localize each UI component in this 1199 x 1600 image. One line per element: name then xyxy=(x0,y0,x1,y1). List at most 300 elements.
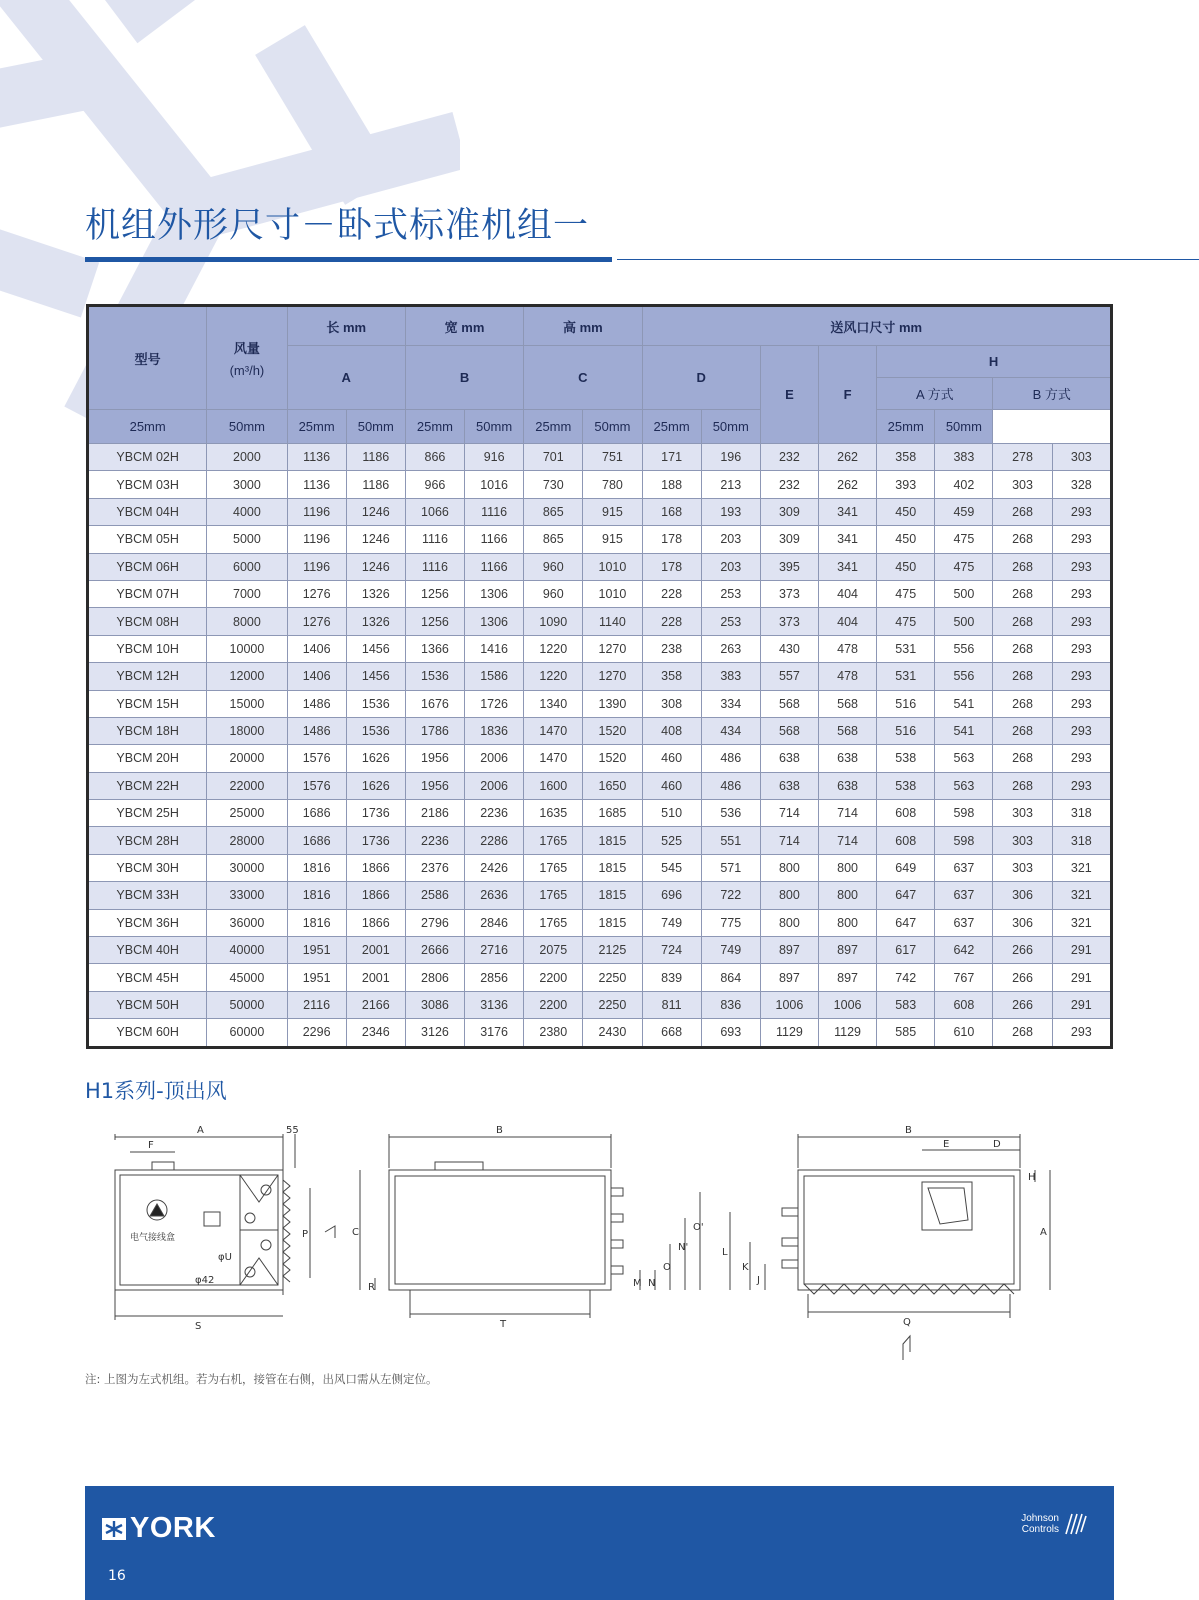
dim-label-h: H xyxy=(1028,1172,1036,1183)
value-cell: 268 xyxy=(993,498,1052,525)
header-flow-unit: (m³/h) xyxy=(229,363,265,378)
value-cell: 334 xyxy=(701,690,760,717)
value-cell: 1340 xyxy=(524,690,583,717)
value-cell: 2250 xyxy=(583,991,642,1018)
header-col-d: D xyxy=(642,346,760,410)
value-cell: 373 xyxy=(760,580,818,607)
value-cell: 1010 xyxy=(583,580,642,607)
value-cell: 649 xyxy=(877,854,935,881)
value-cell: 1626 xyxy=(346,745,405,772)
value-cell: 541 xyxy=(935,690,993,717)
value-cell: 268 xyxy=(993,580,1052,607)
dim-label-c: C xyxy=(352,1227,359,1238)
table-row xyxy=(88,663,1112,690)
value-cell: 291 xyxy=(1052,964,1111,991)
value-cell: 2380 xyxy=(524,1019,583,1047)
value-cell: 749 xyxy=(701,937,760,964)
value-cell: 1685 xyxy=(583,800,642,827)
value-cell: 571 xyxy=(701,854,760,881)
value-cell: 2236 xyxy=(405,827,464,854)
table-row xyxy=(88,745,1112,772)
value-cell: 1256 xyxy=(405,608,464,635)
model-cell: YBCM 10H xyxy=(88,635,207,662)
model-cell: YBCM 08H xyxy=(88,608,207,635)
value-cell: 328 xyxy=(1052,471,1111,498)
value-cell: 1186 xyxy=(346,471,405,498)
value-cell: 647 xyxy=(877,909,935,936)
value-cell: 2806 xyxy=(405,964,464,991)
value-cell: 800 xyxy=(819,909,877,936)
dim-label-r: R xyxy=(368,1282,375,1293)
value-cell: 767 xyxy=(935,964,993,991)
value-cell: 15000 xyxy=(207,690,287,717)
value-cell: 1116 xyxy=(405,553,464,580)
value-cell: 1406 xyxy=(287,635,346,662)
table-row xyxy=(88,772,1112,799)
value-cell: 751 xyxy=(583,444,642,471)
figure-note: 注: 上图为左式机组。若为右机，接管在右侧，出风口需从左侧定位。 xyxy=(85,1372,438,1386)
value-cell: 2716 xyxy=(465,937,524,964)
value-cell: 293 xyxy=(1052,745,1111,772)
value-cell: 617 xyxy=(877,937,935,964)
value-cell: 3176 xyxy=(465,1019,524,1047)
value-cell: 2586 xyxy=(405,882,464,909)
value-cell: 268 xyxy=(993,772,1052,799)
value-cell: 318 xyxy=(1052,827,1111,854)
value-cell: 800 xyxy=(760,882,818,909)
end-view-drawing xyxy=(722,1125,1050,1360)
value-cell: 1956 xyxy=(405,772,464,799)
value-cell: 306 xyxy=(993,882,1052,909)
value-cell: 22000 xyxy=(207,772,287,799)
value-cell: 2376 xyxy=(405,854,464,881)
page-title: 机组外形尺寸－卧式标准机组一 xyxy=(85,206,590,246)
header-col-f: F xyxy=(819,346,877,444)
header-model: 型号 xyxy=(88,306,207,410)
value-cell: 1246 xyxy=(346,498,405,525)
value-cell: 2236 xyxy=(465,800,524,827)
value-cell: 10000 xyxy=(207,635,287,662)
dim-label-d: D xyxy=(993,1139,1001,1150)
value-cell: 228 xyxy=(642,580,701,607)
value-cell: 475 xyxy=(935,526,993,553)
value-cell: 536 xyxy=(701,800,760,827)
model-cell: YBCM 22H xyxy=(88,772,207,799)
value-cell: 321 xyxy=(1052,882,1111,909)
value-cell: 800 xyxy=(760,909,818,936)
dim-label-d42: φ42 xyxy=(195,1275,215,1286)
value-cell: 1166 xyxy=(465,553,524,580)
value-cell: 1470 xyxy=(524,717,583,744)
value-cell: 450 xyxy=(877,498,935,525)
value-cell: 1815 xyxy=(583,909,642,936)
value-cell: 638 xyxy=(760,772,818,799)
table-row xyxy=(88,471,1112,498)
value-cell: 722 xyxy=(701,882,760,909)
value-cell: 1676 xyxy=(405,690,464,717)
value-cell: 1736 xyxy=(346,827,405,854)
header-sub: 25mm xyxy=(877,410,935,444)
value-cell: 2006 xyxy=(465,772,524,799)
value-cell: 531 xyxy=(877,635,935,662)
value-cell: 293 xyxy=(1052,553,1111,580)
value-cell: 866 xyxy=(405,444,464,471)
value-cell: 268 xyxy=(993,608,1052,635)
value-cell: 293 xyxy=(1052,608,1111,635)
header-col-e: E xyxy=(760,346,818,444)
value-cell: 3000 xyxy=(207,471,287,498)
value-cell: 1600 xyxy=(524,772,583,799)
value-cell: 638 xyxy=(819,772,877,799)
header-col-h: H xyxy=(877,346,1112,378)
value-cell: 556 xyxy=(935,663,993,690)
value-cell: 1196 xyxy=(287,498,346,525)
value-cell: 263 xyxy=(701,635,760,662)
header-width: 宽 mm xyxy=(405,306,523,346)
value-cell: 1016 xyxy=(465,471,524,498)
value-cell: 178 xyxy=(642,553,701,580)
value-cell: 714 xyxy=(760,827,818,854)
value-cell: 647 xyxy=(877,882,935,909)
value-cell: 1536 xyxy=(405,663,464,690)
dim-label-s: S xyxy=(195,1321,202,1332)
model-cell: YBCM 02H xyxy=(88,444,207,471)
value-cell: 1270 xyxy=(583,663,642,690)
value-cell: 638 xyxy=(819,745,877,772)
value-cell: 1816 xyxy=(287,909,346,936)
value-cell: 383 xyxy=(701,663,760,690)
value-cell: 1586 xyxy=(465,663,524,690)
value-cell: 3126 xyxy=(405,1019,464,1047)
value-cell: 450 xyxy=(877,553,935,580)
value-cell: 637 xyxy=(935,909,993,936)
model-cell: YBCM 05H xyxy=(88,526,207,553)
value-cell: 3136 xyxy=(465,991,524,1018)
value-cell: 551 xyxy=(701,827,760,854)
header-sub: 25mm xyxy=(88,410,207,444)
table-row xyxy=(88,937,1112,964)
value-cell: 1220 xyxy=(524,663,583,690)
value-cell: 1276 xyxy=(287,580,346,607)
value-cell: 2796 xyxy=(405,909,464,936)
value-cell: 2075 xyxy=(524,937,583,964)
value-cell: 303 xyxy=(993,854,1052,881)
dim-label-p: P xyxy=(302,1229,309,1240)
model-cell: YBCM 50H xyxy=(88,991,207,1018)
value-cell: 478 xyxy=(819,663,877,690)
value-cell: 1006 xyxy=(760,991,818,1018)
value-cell: 193 xyxy=(701,498,760,525)
header-outlet: 送风口尺寸 mm xyxy=(642,306,1111,346)
value-cell: 45000 xyxy=(207,964,287,991)
value-cell: 33000 xyxy=(207,882,287,909)
value-cell: 309 xyxy=(760,498,818,525)
value-cell: 321 xyxy=(1052,854,1111,881)
value-cell: 1951 xyxy=(287,964,346,991)
value-cell: 1140 xyxy=(583,608,642,635)
value-cell: 266 xyxy=(993,937,1052,964)
value-cell: 293 xyxy=(1052,526,1111,553)
value-cell: 1815 xyxy=(583,882,642,909)
model-cell: YBCM 60H xyxy=(88,1019,207,1047)
value-cell: 966 xyxy=(405,471,464,498)
value-cell: 701 xyxy=(524,444,583,471)
value-cell: 1090 xyxy=(524,608,583,635)
value-cell: 1116 xyxy=(405,526,464,553)
value-cell: 568 xyxy=(819,717,877,744)
value-cell: 538 xyxy=(877,745,935,772)
dimension-table xyxy=(86,304,1113,1049)
value-cell: 373 xyxy=(760,608,818,635)
value-cell: 203 xyxy=(701,526,760,553)
value-cell: 1136 xyxy=(287,444,346,471)
value-cell: 568 xyxy=(760,690,818,717)
value-cell: 303 xyxy=(993,800,1052,827)
title-underline xyxy=(85,257,612,262)
header-col-a: A xyxy=(287,346,405,410)
value-cell: 2000 xyxy=(207,444,287,471)
value-cell: 1456 xyxy=(346,663,405,690)
value-cell: 1306 xyxy=(465,580,524,607)
value-cell: 171 xyxy=(642,444,701,471)
value-cell: 2296 xyxy=(287,1019,346,1047)
table-row xyxy=(88,526,1112,553)
header-sub: 50mm xyxy=(465,410,524,444)
value-cell: 293 xyxy=(1052,717,1111,744)
dim-label-u: φU xyxy=(218,1252,232,1263)
page-number: 16 xyxy=(108,1568,126,1584)
value-cell: 1129 xyxy=(819,1019,877,1047)
value-cell: 268 xyxy=(993,690,1052,717)
value-cell: 865 xyxy=(524,498,583,525)
value-cell: 693 xyxy=(701,1019,760,1047)
value-cell: 608 xyxy=(877,827,935,854)
front-view-drawing xyxy=(352,1125,704,1330)
value-cell: 434 xyxy=(701,717,760,744)
value-cell: 1186 xyxy=(346,444,405,471)
value-cell: 545 xyxy=(642,854,701,881)
johnson-controls-icon xyxy=(1062,1512,1088,1536)
value-cell: 960 xyxy=(524,553,583,580)
value-cell: 1166 xyxy=(465,526,524,553)
value-cell: 1470 xyxy=(524,745,583,772)
value-cell: 268 xyxy=(993,1019,1052,1047)
dim-label-f: F xyxy=(148,1140,154,1151)
value-cell: 228 xyxy=(642,608,701,635)
value-cell: 897 xyxy=(760,937,818,964)
value-cell: 1686 xyxy=(287,827,346,854)
value-cell: 293 xyxy=(1052,772,1111,799)
value-cell: 1406 xyxy=(287,663,346,690)
value-cell: 583 xyxy=(877,991,935,1018)
value-cell: 1686 xyxy=(287,800,346,827)
value-cell: 865 xyxy=(524,526,583,553)
value-cell: 450 xyxy=(877,526,935,553)
value-cell: 262 xyxy=(819,444,877,471)
value-cell: 1486 xyxy=(287,717,346,744)
value-cell: 724 xyxy=(642,937,701,964)
value-cell: 563 xyxy=(935,772,993,799)
york-wordmark: YORK xyxy=(130,1512,216,1544)
value-cell: 897 xyxy=(819,937,877,964)
partner-line-1: Johnson xyxy=(1021,1513,1059,1524)
value-cell: 293 xyxy=(1052,635,1111,662)
value-cell: 178 xyxy=(642,526,701,553)
value-cell: 2006 xyxy=(465,745,524,772)
value-cell: 1536 xyxy=(346,717,405,744)
model-cell: YBCM 45H xyxy=(88,964,207,991)
dim-label-k: K xyxy=(742,1262,749,1273)
york-snowflake-icon xyxy=(102,1518,126,1540)
value-cell: 541 xyxy=(935,717,993,744)
table-row xyxy=(88,690,1112,717)
value-cell: 610 xyxy=(935,1019,993,1047)
value-cell: 341 xyxy=(819,553,877,580)
value-cell: 1066 xyxy=(405,498,464,525)
value-cell: 916 xyxy=(465,444,524,471)
table-row xyxy=(88,580,1112,607)
value-cell: 232 xyxy=(760,444,818,471)
value-cell: 1576 xyxy=(287,745,346,772)
value-cell: 608 xyxy=(877,800,935,827)
model-cell: YBCM 36H xyxy=(88,909,207,936)
value-cell: 2125 xyxy=(583,937,642,964)
value-cell: 1626 xyxy=(346,772,405,799)
model-cell: YBCM 03H xyxy=(88,471,207,498)
table-row xyxy=(88,553,1112,580)
value-cell: 2001 xyxy=(346,937,405,964)
model-cell: YBCM 30H xyxy=(88,854,207,881)
value-cell: 557 xyxy=(760,663,818,690)
value-cell: 1956 xyxy=(405,745,464,772)
value-cell: 404 xyxy=(819,580,877,607)
value-cell: 2001 xyxy=(346,964,405,991)
model-cell: YBCM 33H xyxy=(88,882,207,909)
value-cell: 1951 xyxy=(287,937,346,964)
value-cell: 404 xyxy=(819,608,877,635)
value-cell: 460 xyxy=(642,745,701,772)
section-title: H1系列-顶出风 xyxy=(85,1079,227,1103)
value-cell: 18000 xyxy=(207,717,287,744)
electric-box-label: 电气接线盒 xyxy=(130,1233,176,1243)
value-cell: 2636 xyxy=(465,882,524,909)
dim-label-a: A xyxy=(197,1125,204,1136)
value-cell: 2856 xyxy=(465,964,524,991)
value-cell: 1306 xyxy=(465,608,524,635)
table-row xyxy=(88,909,1112,936)
value-cell: 811 xyxy=(642,991,701,1018)
table-row xyxy=(88,800,1112,827)
value-cell: 1366 xyxy=(405,635,464,662)
value-cell: 60000 xyxy=(207,1019,287,1047)
value-cell: 40000 xyxy=(207,937,287,964)
value-cell: 50000 xyxy=(207,991,287,1018)
table-row xyxy=(88,635,1112,662)
value-cell: 408 xyxy=(642,717,701,744)
value-cell: 383 xyxy=(935,444,993,471)
value-cell: 568 xyxy=(760,717,818,744)
value-cell: 1836 xyxy=(465,717,524,744)
value-cell: 291 xyxy=(1052,937,1111,964)
unit-dimension-drawings xyxy=(100,1120,1100,1370)
value-cell: 12000 xyxy=(207,663,287,690)
value-cell: 238 xyxy=(642,635,701,662)
value-cell: 839 xyxy=(642,964,701,991)
model-cell: YBCM 04H xyxy=(88,498,207,525)
value-cell: 318 xyxy=(1052,800,1111,827)
value-cell: 1246 xyxy=(346,526,405,553)
header-height: 高 mm xyxy=(524,306,642,346)
dim-label-a-end: A xyxy=(1040,1227,1047,1238)
value-cell: 1196 xyxy=(287,553,346,580)
value-cell: 303 xyxy=(993,471,1052,498)
model-cell: YBCM 25H xyxy=(88,800,207,827)
value-cell: 293 xyxy=(1052,663,1111,690)
value-cell: 1765 xyxy=(524,882,583,909)
value-cell: 268 xyxy=(993,717,1052,744)
value-cell: 1765 xyxy=(524,854,583,881)
value-cell: 1136 xyxy=(287,471,346,498)
value-cell: 1220 xyxy=(524,635,583,662)
model-cell: YBCM 06H xyxy=(88,553,207,580)
value-cell: 486 xyxy=(701,772,760,799)
value-cell: 668 xyxy=(642,1019,701,1047)
value-cell: 2286 xyxy=(465,827,524,854)
value-cell: 1866 xyxy=(346,909,405,936)
header-sub: 50mm xyxy=(346,410,405,444)
value-cell: 714 xyxy=(760,800,818,827)
value-cell: 1635 xyxy=(524,800,583,827)
value-cell: 475 xyxy=(877,580,935,607)
table-row xyxy=(88,991,1112,1018)
value-cell: 1276 xyxy=(287,608,346,635)
value-cell: 393 xyxy=(877,471,935,498)
table-row xyxy=(88,498,1112,525)
value-cell: 1786 xyxy=(405,717,464,744)
header-sub: 50mm xyxy=(701,410,760,444)
value-cell: 1536 xyxy=(346,690,405,717)
header-sub: 50mm xyxy=(935,410,993,444)
value-cell: 213 xyxy=(701,471,760,498)
value-cell: 638 xyxy=(760,745,818,772)
value-cell: 291 xyxy=(1052,991,1111,1018)
table-row xyxy=(88,608,1112,635)
value-cell: 168 xyxy=(642,498,701,525)
value-cell: 598 xyxy=(935,800,993,827)
value-cell: 915 xyxy=(583,526,642,553)
value-cell: 749 xyxy=(642,909,701,936)
dim-label-b: B xyxy=(496,1125,503,1136)
value-cell: 268 xyxy=(993,553,1052,580)
value-cell: 321 xyxy=(1052,909,1111,936)
value-cell: 2346 xyxy=(346,1019,405,1047)
header-flow xyxy=(207,306,287,410)
value-cell: 262 xyxy=(819,471,877,498)
value-cell: 395 xyxy=(760,553,818,580)
value-cell: 303 xyxy=(1052,444,1111,471)
table-row xyxy=(88,882,1112,909)
value-cell: 1815 xyxy=(583,854,642,881)
value-cell: 1765 xyxy=(524,827,583,854)
value-cell: 1736 xyxy=(346,800,405,827)
value-cell: 897 xyxy=(819,964,877,991)
value-cell: 266 xyxy=(993,991,1052,1018)
table-row xyxy=(88,444,1112,471)
table-row xyxy=(88,854,1112,881)
value-cell: 1866 xyxy=(346,882,405,909)
value-cell: 402 xyxy=(935,471,993,498)
value-cell: 268 xyxy=(993,526,1052,553)
